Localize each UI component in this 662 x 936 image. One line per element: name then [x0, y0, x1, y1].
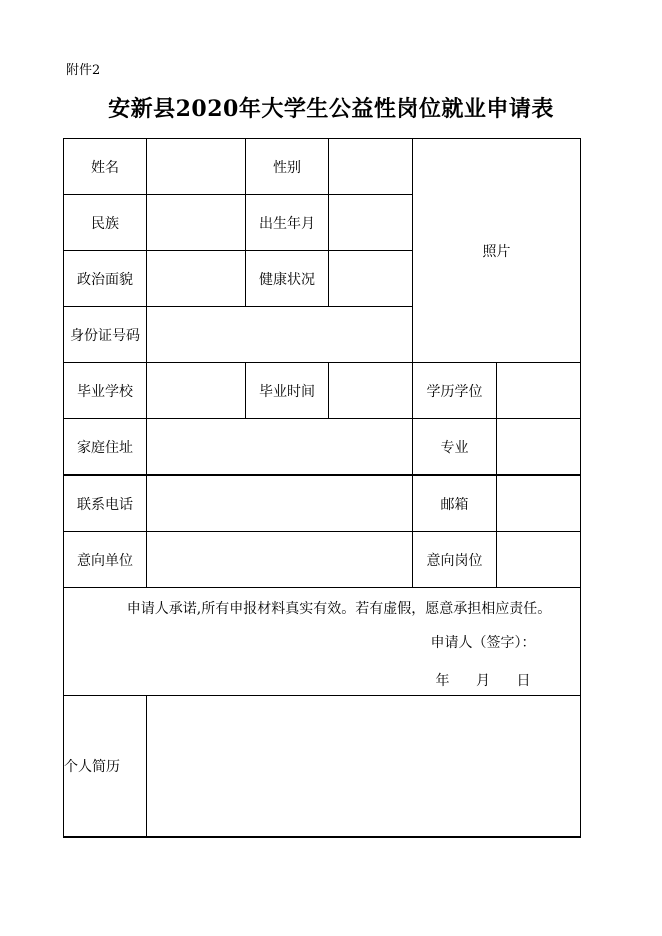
input-birth[interactable] — [329, 195, 413, 251]
input-politics[interactable] — [147, 251, 246, 307]
input-resume[interactable] — [147, 696, 581, 838]
signature-label[interactable]: 申请人（签字）： — [430, 634, 536, 651]
label-unit: 意向单位 — [64, 532, 147, 588]
input-unit[interactable] — [147, 532, 413, 588]
label-grad-time: 毕业时间 — [246, 363, 329, 419]
input-email[interactable] — [497, 475, 581, 532]
promise-cell — [64, 588, 581, 696]
input-health[interactable] — [329, 251, 413, 307]
label-politics: 政治面貌 — [64, 251, 147, 307]
label-ethnicity: 民族 — [64, 195, 147, 251]
date-label[interactable]: 年 月 日 — [435, 672, 531, 689]
input-gender[interactable] — [329, 139, 413, 195]
input-ethnicity[interactable] — [147, 195, 246, 251]
label-health: 健康状况 — [246, 251, 329, 307]
form-title: 安新县2020年大学生公益性岗位就业申请表 — [108, 96, 554, 122]
input-phone[interactable] — [147, 475, 413, 532]
application-form-table — [63, 138, 581, 838]
label-degree: 学历学位 — [413, 363, 497, 419]
photo-cell[interactable] — [413, 139, 581, 363]
label-name: 姓名 — [64, 139, 147, 195]
label-resume: 个人简历 — [64, 696, 147, 838]
promise-statement: 申请人承诺,所有申报材料真实有效。若有虚假，愿意承担相应责任。 — [126, 600, 552, 617]
label-birth: 出生年月 — [246, 195, 329, 251]
label-major: 专业 — [413, 419, 497, 476]
label-email: 邮箱 — [413, 475, 497, 532]
label-school: 毕业学校 — [64, 363, 147, 419]
label-id-number: 身份证号码 — [64, 307, 147, 363]
input-grad-time[interactable] — [329, 363, 413, 419]
label-phone: 联系电话 — [64, 475, 147, 532]
input-degree[interactable] — [497, 363, 581, 419]
label-photo: 照片 — [482, 243, 511, 260]
label-gender: 性别 — [246, 139, 329, 195]
input-major[interactable] — [497, 419, 581, 476]
input-id-number[interactable] — [147, 307, 413, 363]
input-address[interactable] — [147, 419, 413, 476]
input-position[interactable] — [497, 532, 581, 588]
label-address: 家庭住址 — [64, 419, 147, 476]
input-name[interactable] — [147, 139, 246, 195]
attachment-label: 附件2 — [66, 63, 101, 78]
label-position: 意向岗位 — [413, 532, 497, 588]
input-school[interactable] — [147, 363, 246, 419]
